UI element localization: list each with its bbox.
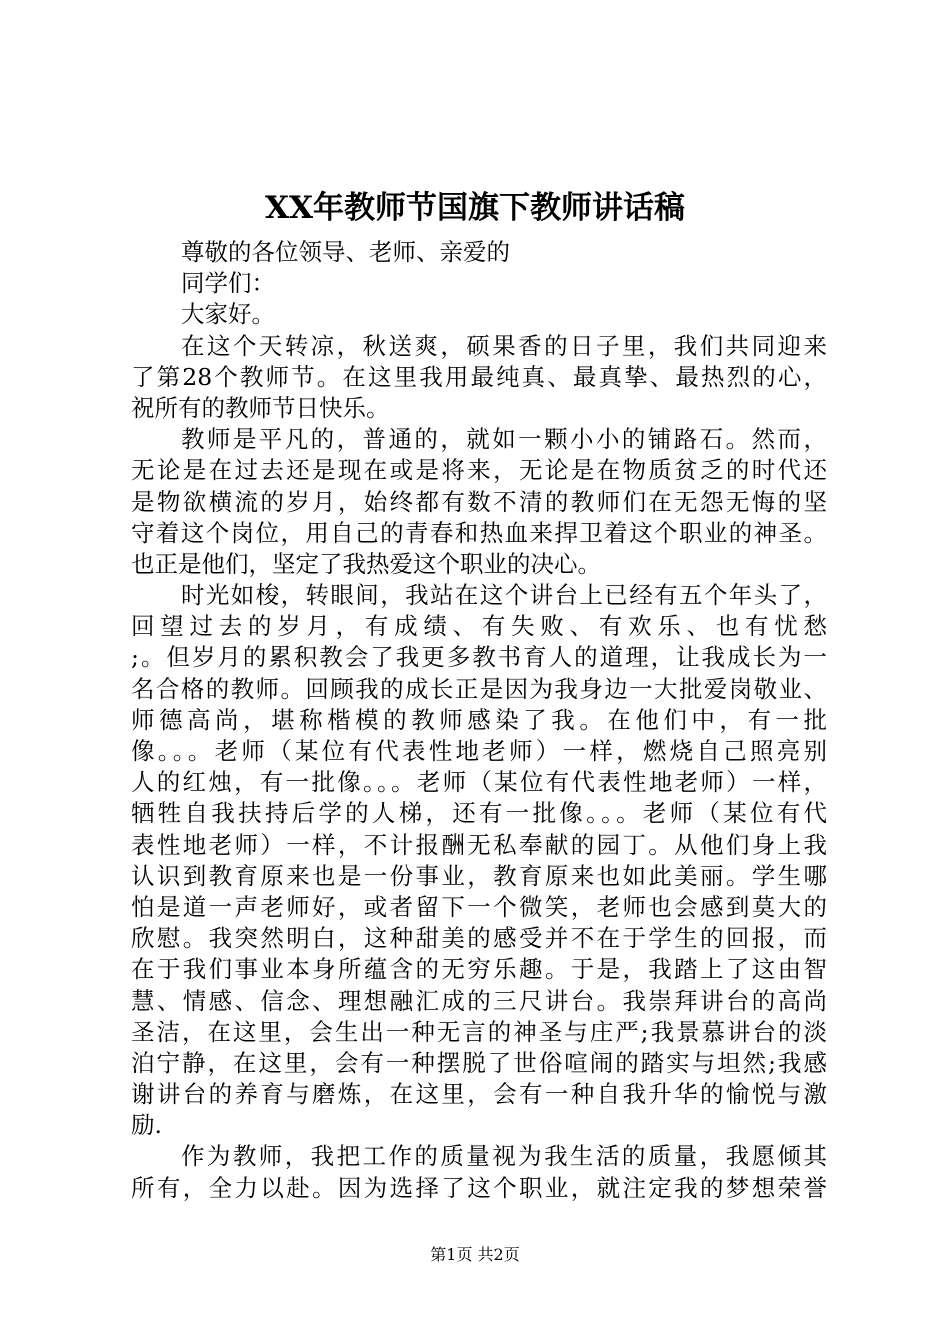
text-line: ;。但岁月的累积教会了我更多教书育人的道理，让我成长为一: [131, 643, 827, 672]
text-line: 励.: [131, 1111, 162, 1140]
text-line: 师德高尚，堪称楷模的教师感染了我。在他们中，有一批: [131, 705, 827, 734]
text-line: 牺牲自我扶持后学的人梯，还有一批像。。。老师（某位有代: [131, 799, 827, 828]
text-line: 是物欲横流的岁月，始终都有数不清的教师们在无怨无悔的坚: [131, 487, 827, 516]
text-line: 名合格的教师。回顾我的成长正是因为我身边一大批爱岗敬业、: [131, 674, 827, 703]
text-line: 慧、情感、信念、理想融汇成的三尺讲台。我崇拜讲台的高尚: [131, 986, 827, 1015]
text-line: 同学们：: [181, 269, 275, 298]
text-line: 人的红烛，有一批像。。。老师（某位有代表性地老师）一样，: [131, 768, 827, 797]
text-line: 圣洁，在这里，会生出一种无言的神圣与庄严;我景慕讲台的淡: [131, 1017, 827, 1046]
page-footer: 第1页 共2页: [430, 1245, 520, 1264]
document-title: XX年教师节国旗下教师讲话稿: [264, 190, 686, 226]
text-line: 欣慰。我突然明白，这种甜美的感受并不在于学生的回报，而: [131, 924, 827, 953]
text-line: 无论是在过去还是现在或是将来，无论是在物质贫乏的时代还: [131, 456, 827, 485]
text-line: 回望过去的岁月，有成绩、有失败、有欢乐、也有忧愁: [131, 612, 827, 641]
text-line: 教师是平凡的，普通的，就如一颗小小的铺路石。然而，: [181, 425, 827, 454]
text-line: 大家好。: [181, 300, 275, 329]
text-line: 在于我们事业本身所蕴含的无穷乐趣。于是，我踏上了这由智: [131, 955, 827, 984]
text-line: 时光如梭，转眼间，我站在这个讲台上已经有五个年头了，: [181, 581, 827, 610]
text-line: 所有，全力以赴。因为选择了这个职业，就注定我的梦想荣誉: [131, 1173, 827, 1202]
text-line: 表性地老师）一样，不计报酬无私奉献的园丁。从他们身上我: [131, 830, 827, 859]
text-line: 也正是他们，坚定了我热爱这个职业的决心。: [131, 549, 601, 578]
text-line: 像。。。老师（某位有代表性地老师）一样，燃烧自己照亮别: [131, 737, 827, 765]
text-line: 作为教师，我把工作的质量视为我生活的质量，我愿倾其: [181, 1142, 827, 1171]
text-line: 在这个天转凉，秋送爽，硕果香的日子里，我们共同迎来: [181, 331, 827, 360]
text-line: 谢讲台的养育与磨炼，在这里，会有一种自我升华的愉悦与激: [131, 1080, 827, 1109]
text-line: 守着这个岗位，用自己的青春和热血来捍卫着这个职业的神圣。: [131, 518, 827, 547]
text-line: 尊敬的各位领导、老师、亲爱的: [181, 238, 510, 266]
text-line: 怕是道一声老师好，或者留下一个微笑，老师也会感到莫大的: [131, 892, 827, 921]
text-line: 祝所有的教师节日快乐。: [131, 393, 390, 422]
text-line: 泊宁静，在这里，会有一种摆脱了世俗喧闹的踏实与坦然;我感: [131, 1048, 827, 1077]
text-line: 了第28个教师节。在这里我用最纯真、最真挚、最热烈的心，: [131, 362, 827, 391]
text-line: 认识到教育原来也是一份事业，教育原来也如此美丽。学生哪: [131, 861, 827, 890]
document-body: [131, 237, 827, 1204]
